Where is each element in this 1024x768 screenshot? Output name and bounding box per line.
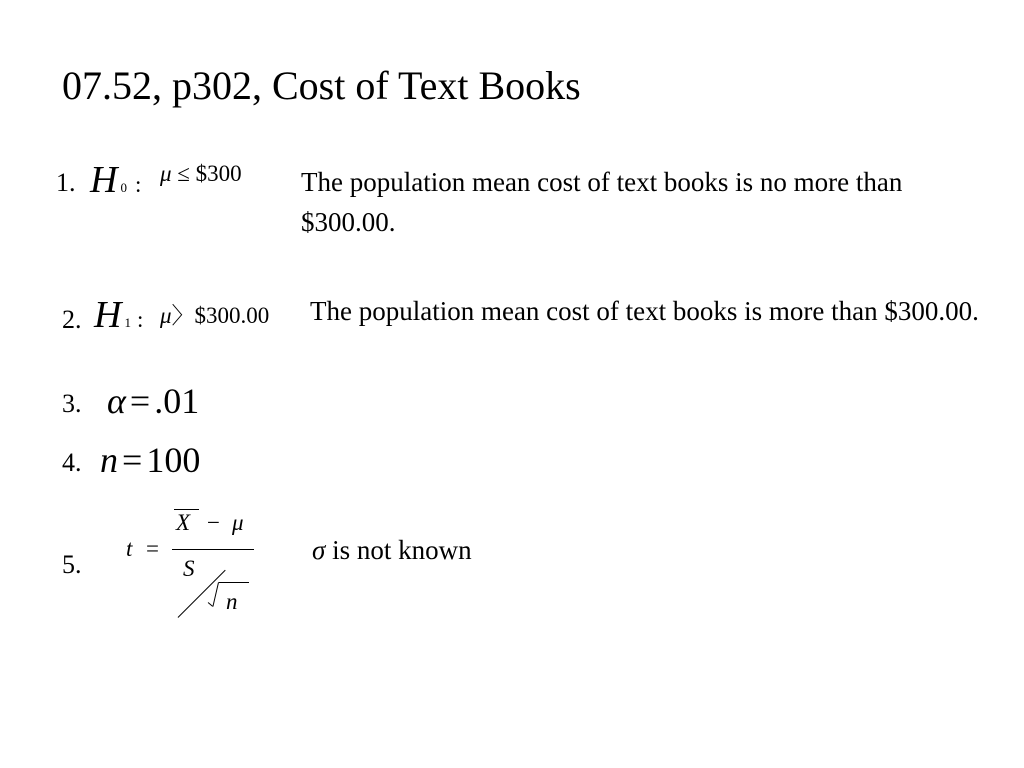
minus-sign: −: [207, 510, 220, 535]
equals-sign: =: [129, 381, 151, 421]
sigma-note: [312, 534, 472, 566]
item-1-number: 1.: [56, 168, 76, 197]
item-2-description: The population mean cost of text books is more than $300.00.: [310, 296, 979, 326]
t-symbol: t: [126, 536, 133, 561]
s-symbol: S: [183, 556, 195, 581]
sigma-symbol: σ: [312, 535, 326, 565]
t-equals: =: [146, 536, 159, 561]
item-5-number: 5.: [62, 550, 82, 579]
h1-condition: [160, 297, 269, 330]
item-1-description: The population mean cost of text books is no more than $300.00.: [301, 167, 903, 237]
sigma-note-text: is not known: [332, 535, 472, 565]
mu-symbol: μ: [232, 510, 244, 535]
item-4-formula: [100, 439, 200, 481]
item-1-formula: [90, 158, 141, 202]
h0-condition: [160, 161, 242, 187]
alpha-symbol: α: [107, 381, 126, 421]
x-symbol: X: [176, 510, 191, 535]
item-3-formula: [107, 380, 199, 422]
mu-symbol: μ: [160, 161, 172, 186]
h0-subscript: 0: [120, 180, 127, 195]
item-3-number: 3.: [62, 389, 82, 418]
h1-subscript: 1: [124, 315, 131, 330]
n-value: 100: [146, 440, 201, 480]
h1-symbol: H: [94, 294, 122, 336]
leq-symbol: ≤: [177, 161, 190, 186]
h0-symbol: H: [90, 159, 118, 201]
mu-symbol: μ: [160, 303, 172, 328]
item-2-number: 2.: [62, 305, 82, 334]
item-4-number: 4.: [62, 448, 82, 477]
sqrt-rise: [212, 582, 219, 607]
h0-value: $300: [195, 161, 242, 186]
item-2-formula: [94, 293, 143, 337]
gt-symbol: 〉: [171, 303, 195, 328]
equals-sign: =: [122, 440, 143, 480]
h1-value: $300.00: [194, 303, 270, 328]
h0-colon: :: [134, 172, 142, 197]
n-symbol: n: [100, 440, 118, 480]
fraction-line: [172, 549, 254, 550]
h1-colon: :: [136, 307, 144, 332]
slide-title: 07.52, p302, Cost of Text Books: [62, 63, 581, 108]
sqrt-overline: [219, 582, 249, 583]
alpha-value: .01: [154, 381, 200, 421]
n-symbol: n: [226, 589, 238, 614]
